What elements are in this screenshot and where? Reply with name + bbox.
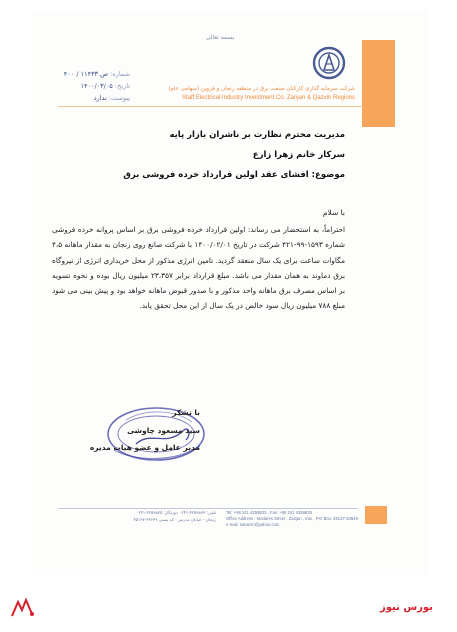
footer-phone-fa: تلفن: ۴۲۵۹۸۳۳-۰۲۴۱ دورنگار: ۴۲۵۹۸۳۵-۰۲۴۱ [136, 510, 216, 515]
letter-body-paragraph: احتراماً، به استحضار می رساند: اولین قرارداد خرده فروشی برق بر اساس پروانه خرده فروشی شماره ۱۵۹۳-۹۹-۴۲۱ شرکت در تاریخ ۱۴۰۰/۰۲/۰۱ با شرکت صانع روی زنجان به مقدار ماهانه ۴،۵ مگاوات ساعت برای یک سال منعقد گردید. تامین انرژی مذکور از محل خریداری انرژی از نیروگاه برق دماوند به همان مقدار می باشد. مبلغ قرارداد برابر ۲۳،۳۵۷ میلیون ریال بوده و نحوه تسویه بر اساس مصرف برق ماهانه واحد مذکور و با صدور قبوض ماهانه خواهد بود و پیش بینی می شود مبلغ ۷۸۸ میلیون ریال سود خالص در یک سال از این محل تحقق یابد. [52, 225, 346, 311]
footer-address-en: Office Address : Modares Street , Zanjan , Iran , P.O Box: 45137-33649 [226, 516, 358, 521]
letter-attachment-value: ندارد [93, 94, 107, 102]
watermark-brand: بورس نیوز [380, 602, 433, 613]
letter-number [60, 70, 130, 78]
signature-title: مدیر عامل و عضو هیات مدیره [89, 443, 200, 452]
company-name-persian: شرکت سرمایه گذاری کارکنان صنعت برق در منطقه زنجان و قزوین (سهامی عام) [168, 86, 355, 92]
letter-number-label: شماره: [110, 70, 130, 78]
header-divider [58, 106, 363, 107]
footer-divider [58, 508, 358, 509]
boursenews-logo-icon [8, 594, 38, 622]
letter-subject: موضوع: افشای عقد اولین قرارداد خرده فروشی برق [123, 170, 345, 180]
letter-date-value: ۱۴۰۰/۰۳/۰۵ [80, 82, 113, 90]
addressee-person: سرکار خانم زهرا زارع [252, 150, 345, 160]
footer-accent-block [365, 506, 387, 524]
footer-address-fa: زنجان - خیابان مدرس - کد پستی ۳۳۶۴۹-۴۵۱۳۷ [133, 517, 216, 522]
letter-attachment [60, 94, 130, 102]
letterhead-accent-band [362, 40, 395, 127]
signature-name: سید مسعود چاوشی [127, 426, 200, 435]
addressee-organization: مدیریت محترم نظارت بر ناشران بازار پایه [169, 130, 345, 140]
signature-thanks: با تشکر [172, 408, 200, 417]
letter-number-value: ص.۱۱۴۳۳ / ۴۰۰ [63, 70, 108, 78]
letter-attachment-label: پیوست: [108, 94, 130, 102]
bismillah-header: بسمه تعالی [205, 34, 235, 41]
company-logo-icon [312, 46, 346, 80]
letter-date-label: تاریخ: [114, 82, 130, 90]
letter-date [60, 82, 130, 90]
greeting: با سلام [322, 208, 345, 217]
footer-phone-en: Tel: +98 241 4259833 , Fax: +98 241 4259835 [226, 510, 312, 515]
company-name-english: Staff Electrical Industry Investment Co. Zanjan & Qazvin Regions [182, 95, 355, 101]
footer-email-en: e-mail: sanazrn@yahoo.com [226, 522, 280, 527]
